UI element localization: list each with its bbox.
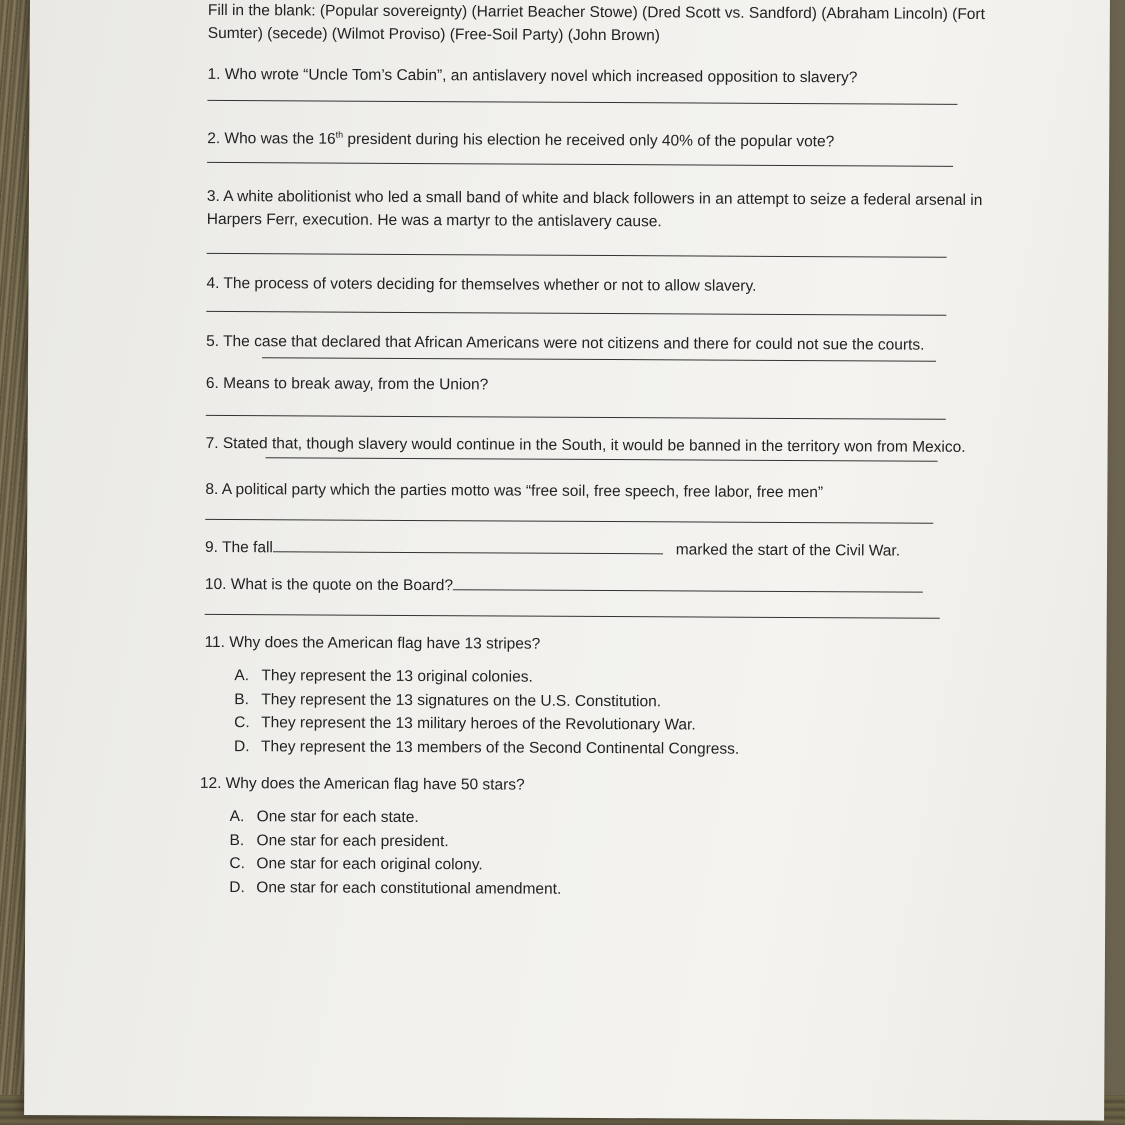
question-9-start: 9. The fall [205, 539, 273, 557]
question-6-text: 6. Means to break away, from the Union? [205, 375, 489, 394]
question-7 [206, 432, 996, 462]
question-10 [205, 573, 995, 619]
question-11-choices [234, 664, 994, 762]
word-bank: Fill in the blank: (Popular sovereignty) (Harriet Beacher Stowe) (Dred Scott vs. Sandford) (Abraham Lincoln) (Fort Sumter) (secede) (Wilmot Proviso) (Free-Soil Party) (John Brown) [207, 1, 985, 45]
question-8 [205, 478, 995, 524]
question-11 [204, 631, 995, 762]
answer-line-9[interactable] [273, 551, 663, 554]
answer-line-1[interactable] [207, 100, 957, 105]
question-8-text: 8. A political party which the parties motto was “free soil, free speech, free labor, free men” [205, 481, 824, 502]
question-4-text: 4. The process of voters deciding for themselves whether or not to allow slavery. [206, 275, 757, 295]
question-1-text: 1. Who wrote “Uncle Tom’s Cabin”, an antislavery novel which increased opposition to slavery? [207, 65, 858, 87]
question-7-text: 7. Stated that, though slavery would continue in the South, it would be banned in the territory won from Mexico. [205, 435, 966, 457]
answer-line-10a[interactable] [453, 589, 923, 592]
question-3 [207, 185, 997, 258]
answer-line-4[interactable] [206, 311, 946, 316]
question-9-end: marked the start of the Civil War. [675, 541, 901, 560]
choice-item[interactable]: A. They represent the 13 original colonies. [234, 667, 533, 686]
choice-item[interactable]: D. They represent the 13 members of the Second Continental Congress. [233, 737, 740, 758]
answer-line-6[interactable] [206, 415, 946, 420]
question-2-text: 2. Who was the 16th president during his election he received only 40% of the popular vote? [207, 129, 835, 151]
question-12 [199, 772, 994, 903]
question-9 [205, 536, 995, 563]
answer-line-10b[interactable] [205, 614, 940, 619]
choice-item[interactable]: B. One star for each president. [229, 831, 449, 850]
question-3-text: 3. A white abolitionist who led a small band of white and black followers in an attempt to seize a federal arsenal in Harpers Ferr, execution. He was a martyr to the antislavery cause. [206, 188, 983, 231]
question-12-choices [229, 805, 993, 903]
question-10-text: 10. What is the quote on the Board? [205, 573, 995, 600]
answer-line-8[interactable] [205, 519, 933, 524]
worksheet-paper [24, 0, 1110, 1121]
choice-item[interactable]: B. They represent the 13 signatures on the U.S. Constitution. [234, 690, 662, 710]
question-5-text: 5. The case that declared that African Americans were not citizens and there for could not sue the courts. [206, 333, 925, 354]
answer-line-5[interactable] [262, 357, 936, 362]
choice-item[interactable]: C. They represent the 13 military heroes of the Revolutionary War. [234, 714, 696, 734]
question-9-text [205, 536, 995, 563]
choice-item[interactable]: C. One star for each original colony. [229, 855, 483, 874]
question-12-text: 12. Why does the American flag have 50 stars? [199, 775, 525, 794]
question-1 [207, 63, 997, 105]
question-6 [206, 372, 996, 420]
question-2 [207, 123, 997, 167]
worksheet-content [199, 0, 998, 903]
question-5 [206, 330, 996, 362]
answer-line-3[interactable] [207, 253, 947, 258]
question-4 [206, 272, 996, 316]
choice-item[interactable]: A. One star for each state. [229, 808, 419, 827]
choice-item[interactable]: D. One star for each constitutional amendment. [229, 878, 562, 898]
answer-line-2[interactable] [207, 162, 953, 167]
question-11-text: 11. Why does the American flag have 13 stripes? [204, 634, 541, 653]
